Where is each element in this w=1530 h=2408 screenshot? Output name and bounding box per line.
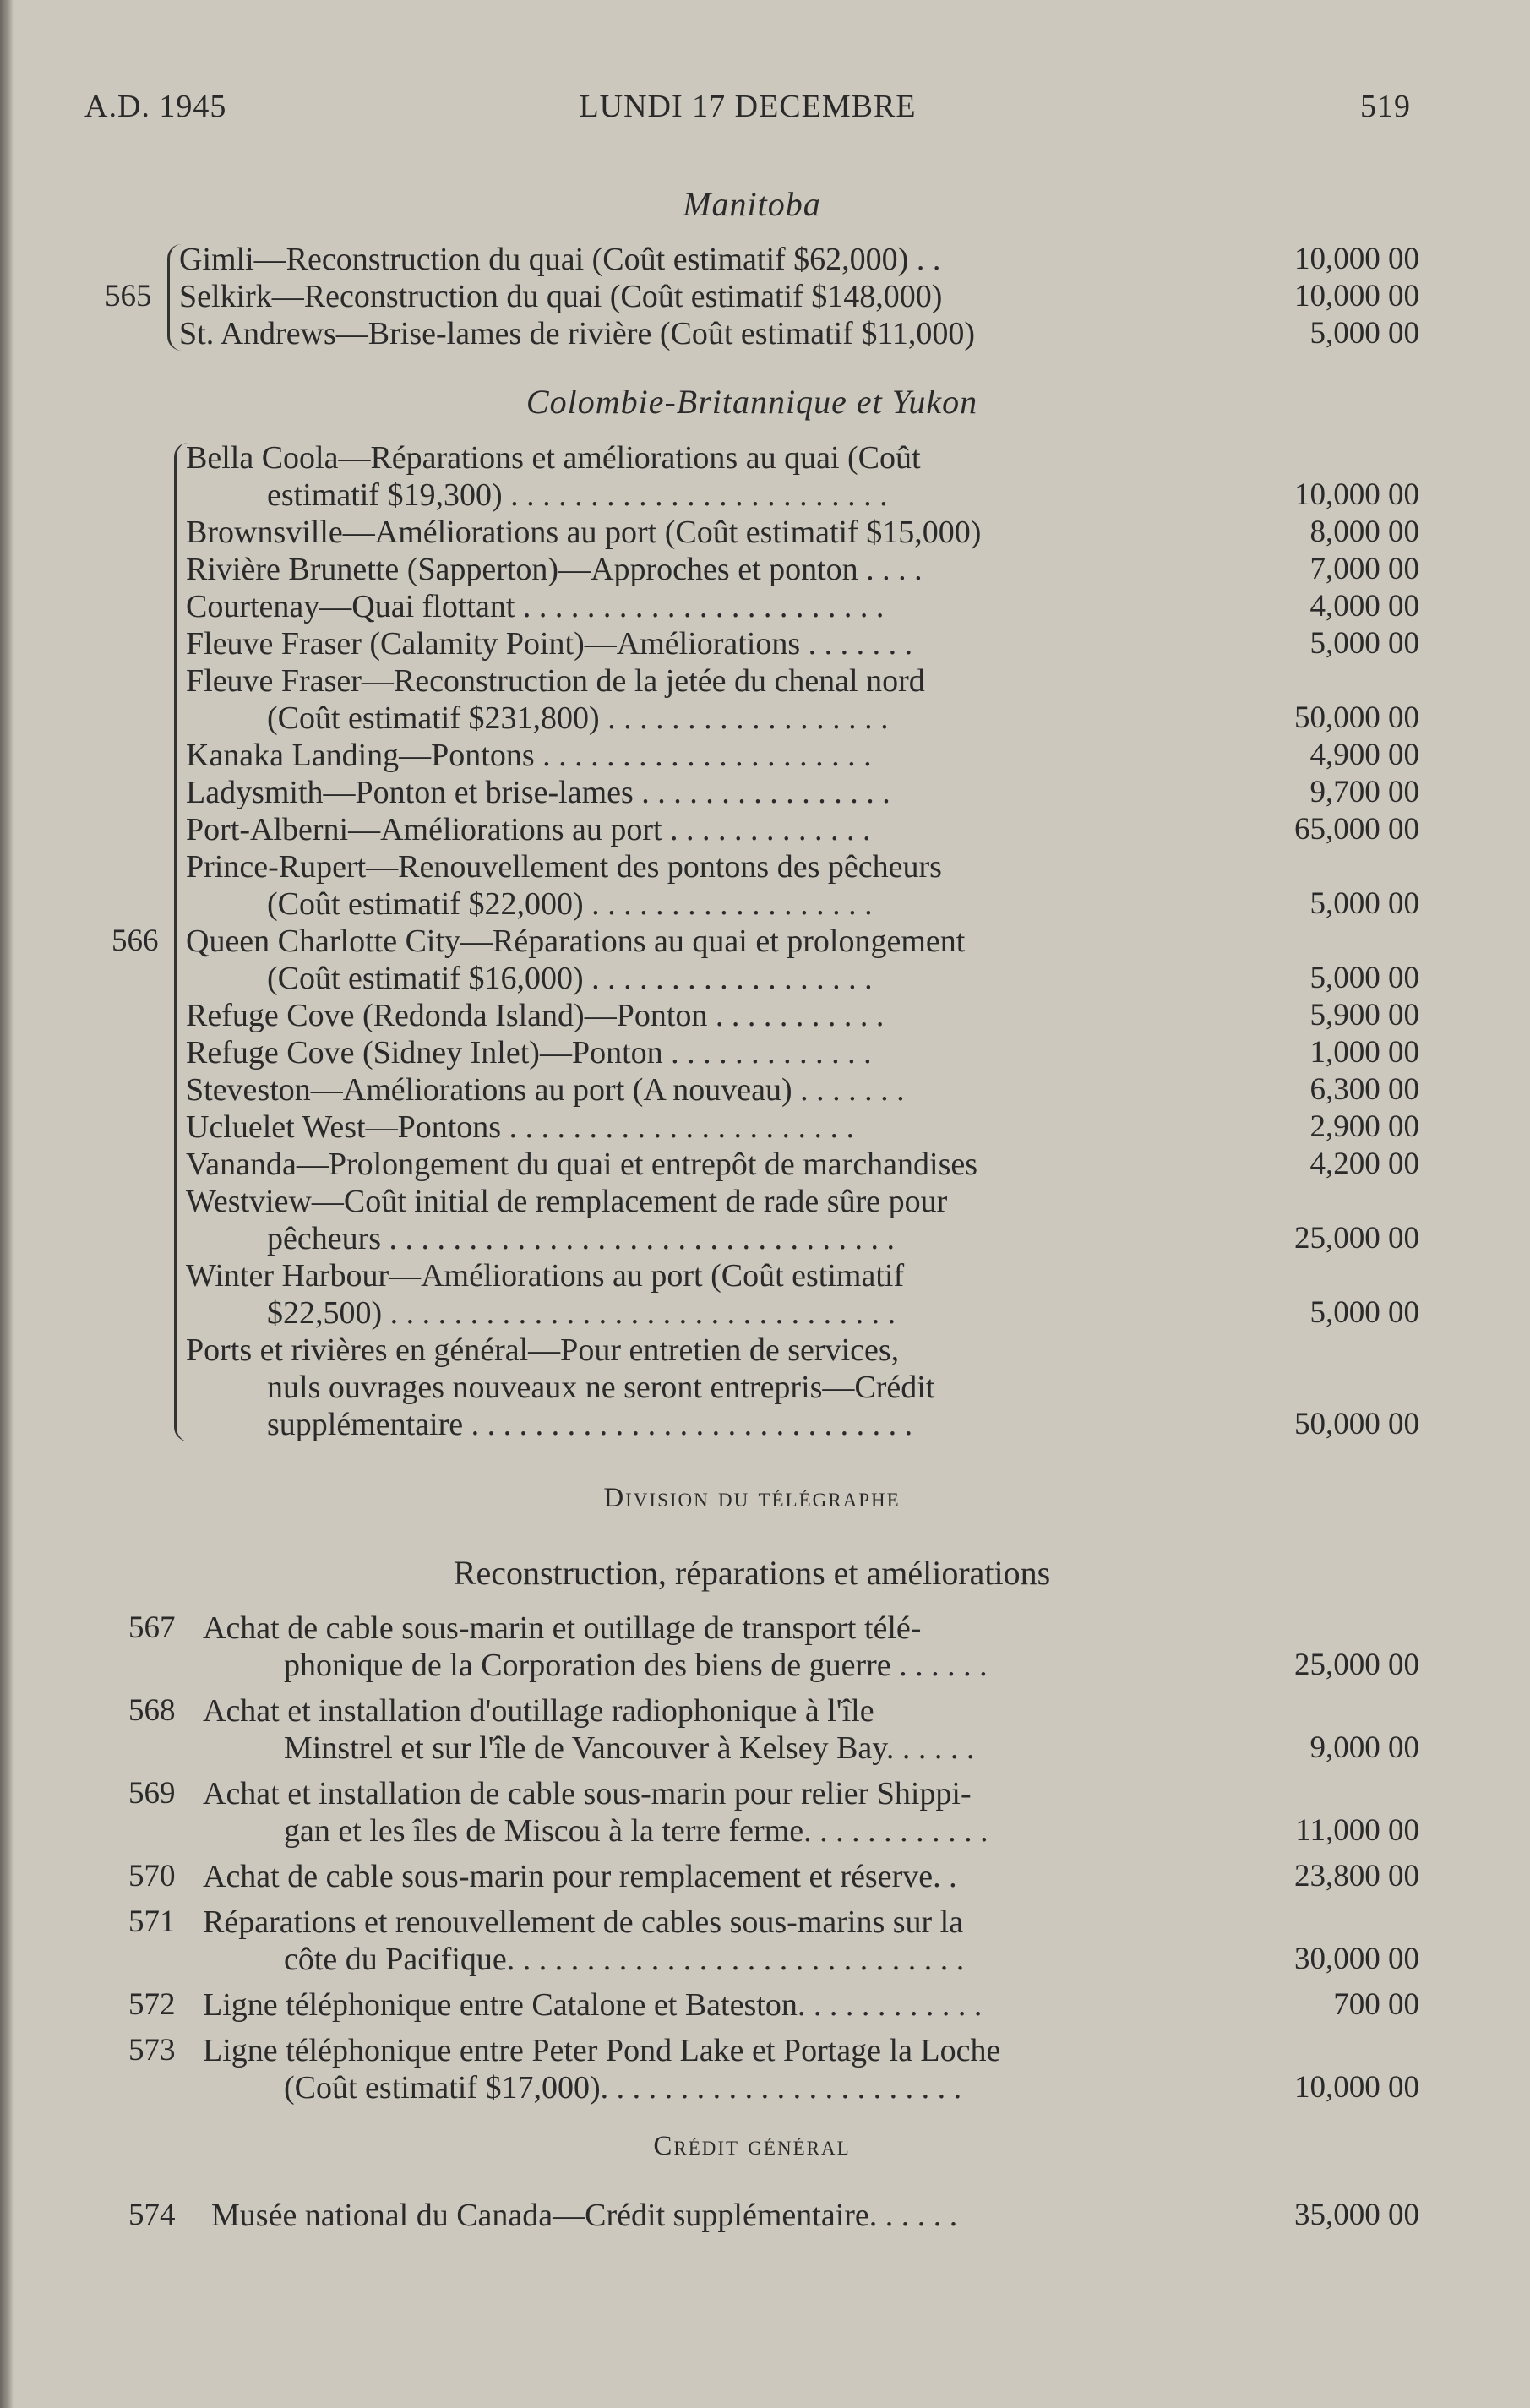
header-date: LUNDI 17 DECEMBRE — [579, 89, 917, 124]
item-amount: 5,900 00 — [1309, 998, 1419, 1032]
line-item — [84, 923, 1419, 997]
item-description: Achat de cable sous-marin et outillage de transport télé- — [203, 1610, 922, 1646]
item-description: Prince-Rupert—Renouvellement des pontons des pêcheurs — [186, 849, 942, 885]
page-number: 519 — [1360, 89, 1411, 124]
item-description: estimatif $19,300) . . . . . . . . . . . . . . . . . . . . . . . . — [267, 477, 888, 513]
group-brace — [167, 244, 182, 351]
item-description: Musée national du Canada—Crédit supplémentaire. . . . . . — [211, 2198, 958, 2233]
item-description: Courtenay—Quai flottant . . . . . . . . . . . . . . . . . . . . . . . — [186, 589, 885, 624]
item-amount: 9,000 00 — [1309, 1730, 1419, 1765]
item-description: Ladysmith—Ponton et brise-lames . . . . . . . . . . . . . . . . — [186, 775, 890, 810]
section-title-manitoba: Manitoba — [683, 185, 821, 223]
group-number: 566 — [112, 923, 159, 958]
item-description: nuls ouvrages nouveaux ne seront entrepris—Crédit — [267, 1370, 935, 1405]
line-item — [84, 1071, 1419, 1109]
item-description: Rivière Brunette (Sapperton)—Approches et ponton . . . . — [186, 552, 923, 587]
item-description: Ligne téléphonique entre Catalone et Bateston. . . . . . . . . . . . — [203, 1987, 983, 2023]
line-item — [84, 439, 1419, 514]
line-item — [84, 1257, 1419, 1332]
item-amount: 10,000 00 — [1294, 242, 1419, 276]
item-description: Brownsville—Améliorations au port (Coût estimatif $15,000) — [186, 515, 982, 550]
item-amount: 4,200 00 — [1309, 1147, 1419, 1181]
line-item — [84, 774, 1419, 811]
item-description: Fleuve Fraser (Calamity Point)—Améliorations . . . . . . . — [186, 626, 913, 662]
item-description: Réparations et renouvellement de cables sous-marins sur la — [203, 1904, 964, 1940]
line-item — [84, 997, 1419, 1034]
item-description: Bella Coola—Réparations et améliorations au quai (Coût — [186, 440, 921, 476]
item-description: Westview—Coût initial de remplacement de rade sûre pour — [186, 1184, 948, 1219]
item-description: Ligne téléphonique entre Peter Pond Lake et Portage la Loche — [203, 2033, 1001, 2068]
line-item — [84, 1904, 1419, 1978]
item-description: gan et les îles de Miscou à la terre ferme. . . . . . . . . . . . — [284, 1813, 988, 1849]
item-amount: 5,000 00 — [1309, 961, 1419, 995]
item-number: 571 — [128, 1904, 176, 1939]
group-brace — [174, 443, 188, 1441]
line-item — [84, 737, 1419, 774]
item-amount: 700 00 — [1333, 1987, 1419, 2022]
item-description: (Coût estimatif $231,800) . . . . . . . . . . . . . . . . . . — [267, 700, 889, 736]
item-description: (Coût estimatif $22,000) . . . . . . . . . . . . . . . . . . — [267, 886, 873, 922]
division-title: Division du télégraphe — [603, 1483, 901, 1513]
item-description: côte du Pacifique. . . . . . . . . . . . . . . . . . . . . . . . . . . . . — [284, 1942, 965, 1977]
item-description: Minstrel et sur l'île de Vancouver à Kelsey Bay. . . . . . — [284, 1730, 975, 1766]
item-description: Achat et installation d'outillage radiophonique à l'île — [203, 1693, 874, 1729]
line-item — [84, 2197, 1419, 2234]
page-header — [84, 88, 1411, 139]
item-description: Ports et rivières en général—Pour entretien de services, — [186, 1332, 900, 1368]
item-number: 573 — [128, 2033, 176, 2068]
item-amount: 4,000 00 — [1309, 589, 1419, 624]
item-number: 567 — [128, 1610, 176, 1645]
item-amount: 5,000 00 — [1309, 626, 1419, 661]
item-description: phonique de la Corporation des biens de guerre . . . . . . — [284, 1648, 988, 1683]
line-item — [84, 514, 1419, 551]
item-amount: 9,700 00 — [1309, 775, 1419, 809]
item-amount: 11,000 00 — [1295, 1813, 1419, 1848]
line-item — [84, 1692, 1419, 1767]
line-item — [84, 1109, 1419, 1146]
item-amount: 7,000 00 — [1309, 552, 1419, 586]
item-amount: 2,900 00 — [1309, 1109, 1419, 1144]
item-amount: 30,000 00 — [1294, 1942, 1419, 1976]
line-item — [84, 1183, 1419, 1257]
item-amount: 1,000 00 — [1309, 1035, 1419, 1070]
item-description: Steveston—Améliorations au port (A nouveau) . . . . . . . — [186, 1072, 905, 1108]
line-item — [84, 241, 1419, 278]
item-amount: 8,000 00 — [1309, 515, 1419, 549]
line-item — [84, 1858, 1419, 1895]
item-description: Queen Charlotte City—Réparations au quai et prolongement — [186, 923, 966, 959]
item-amount: 25,000 00 — [1294, 1648, 1419, 1682]
line-item — [84, 1146, 1419, 1183]
line-item — [84, 1332, 1419, 1443]
line-item — [84, 588, 1419, 625]
item-description: Gimli—Reconstruction du quai (Coût estimatif $62,000) . . — [179, 242, 941, 277]
item-description: $22,500) . . . . . . . . . . . . . . . . . . . . . . . . . . . . . . . . — [267, 1295, 896, 1331]
item-number: 570 — [128, 1859, 176, 1893]
item-amount: 50,000 00 — [1294, 1407, 1419, 1441]
item-description: Winter Harbour—Améliorations au port (Coût estimatif — [186, 1258, 905, 1294]
item-amount: 10,000 00 — [1294, 2070, 1419, 2105]
line-item — [84, 625, 1419, 662]
item-description: Refuge Cove (Redonda Island)—Ponton . . . . . . . . . . . — [186, 998, 885, 1033]
line-item — [84, 1986, 1419, 2024]
item-description: Ucluelet West—Pontons . . . . . . . . . . . . . . . . . . . . . . — [186, 1109, 855, 1145]
item-number: 569 — [128, 1776, 176, 1811]
item-description: Achat de cable sous-marin pour remplacement et réserve. . — [203, 1859, 957, 1894]
line-item — [84, 2032, 1419, 2106]
item-number: 574 — [128, 2198, 176, 2232]
general-credit-title: Crédit général — [653, 2131, 851, 2161]
item-description: (Coût estimatif $17,000). . . . . . . . . . . . . . . . . . . . . . . — [284, 2070, 962, 2106]
item-amount: 23,800 00 — [1294, 1859, 1419, 1893]
item-amount: 10,000 00 — [1294, 477, 1419, 512]
line-item — [84, 848, 1419, 923]
line-item — [84, 551, 1419, 588]
item-description: Selkirk—Reconstruction du quai (Coût estimatif $148,000) — [179, 279, 943, 314]
item-amount: 5,000 00 — [1309, 316, 1419, 351]
item-amount: 65,000 00 — [1294, 812, 1419, 847]
item-description: Kanaka Landing—Pontons . . . . . . . . . . . . . . . . . . . . . — [186, 738, 872, 773]
division-subtitle: Reconstruction, réparations et améliorations — [453, 1554, 1051, 1592]
item-amount: 25,000 00 — [1294, 1221, 1419, 1256]
item-description: St. Andrews—Brise-lames de rivière (Coût estimatif $11,000) — [179, 316, 976, 351]
item-number: 572 — [128, 1987, 176, 2022]
item-description: Vananda—Prolongement du quai et entrepôt de marchandises — [186, 1147, 978, 1182]
line-item — [84, 662, 1419, 737]
item-amount: 6,300 00 — [1309, 1072, 1419, 1107]
item-amount: 4,900 00 — [1309, 738, 1419, 772]
item-description: Fleuve Fraser—Reconstruction de la jetée du chenal nord — [186, 663, 925, 699]
line-item — [84, 1610, 1419, 1684]
group-number: 565 — [105, 279, 152, 313]
line-item — [84, 278, 1419, 315]
header-year: A.D. 1945 — [84, 89, 227, 124]
item-amount: 5,000 00 — [1309, 1295, 1419, 1330]
item-description: Refuge Cove (Sidney Inlet)—Ponton . . . . . . . . . . . . . — [186, 1035, 872, 1071]
item-description: Achat et installation de cable sous-marin pour relier Shippi- — [203, 1776, 972, 1811]
line-item — [84, 1775, 1419, 1850]
line-item — [84, 811, 1419, 848]
item-amount: 5,000 00 — [1309, 886, 1419, 921]
item-amount: 10,000 00 — [1294, 279, 1419, 313]
item-number: 568 — [128, 1693, 176, 1728]
item-description: Port-Alberni—Améliorations au port . . . . . . . . . . . . . — [186, 812, 871, 847]
item-amount: 50,000 00 — [1294, 700, 1419, 735]
line-item — [84, 315, 1419, 352]
item-description: pêcheurs . . . . . . . . . . . . . . . . . . . . . . . . . . . . . . . . — [267, 1221, 896, 1256]
item-description: supplémentaire . . . . . . . . . . . . . . . . . . . . . . . . . . . . — [267, 1407, 913, 1442]
item-amount: 35,000 00 — [1294, 2198, 1419, 2232]
item-description: (Coût estimatif $16,000) . . . . . . . . . . . . . . . . . . — [267, 961, 873, 996]
line-item — [84, 1034, 1419, 1071]
section-title-bc: Colombie-Britannique et Yukon — [525, 383, 978, 421]
